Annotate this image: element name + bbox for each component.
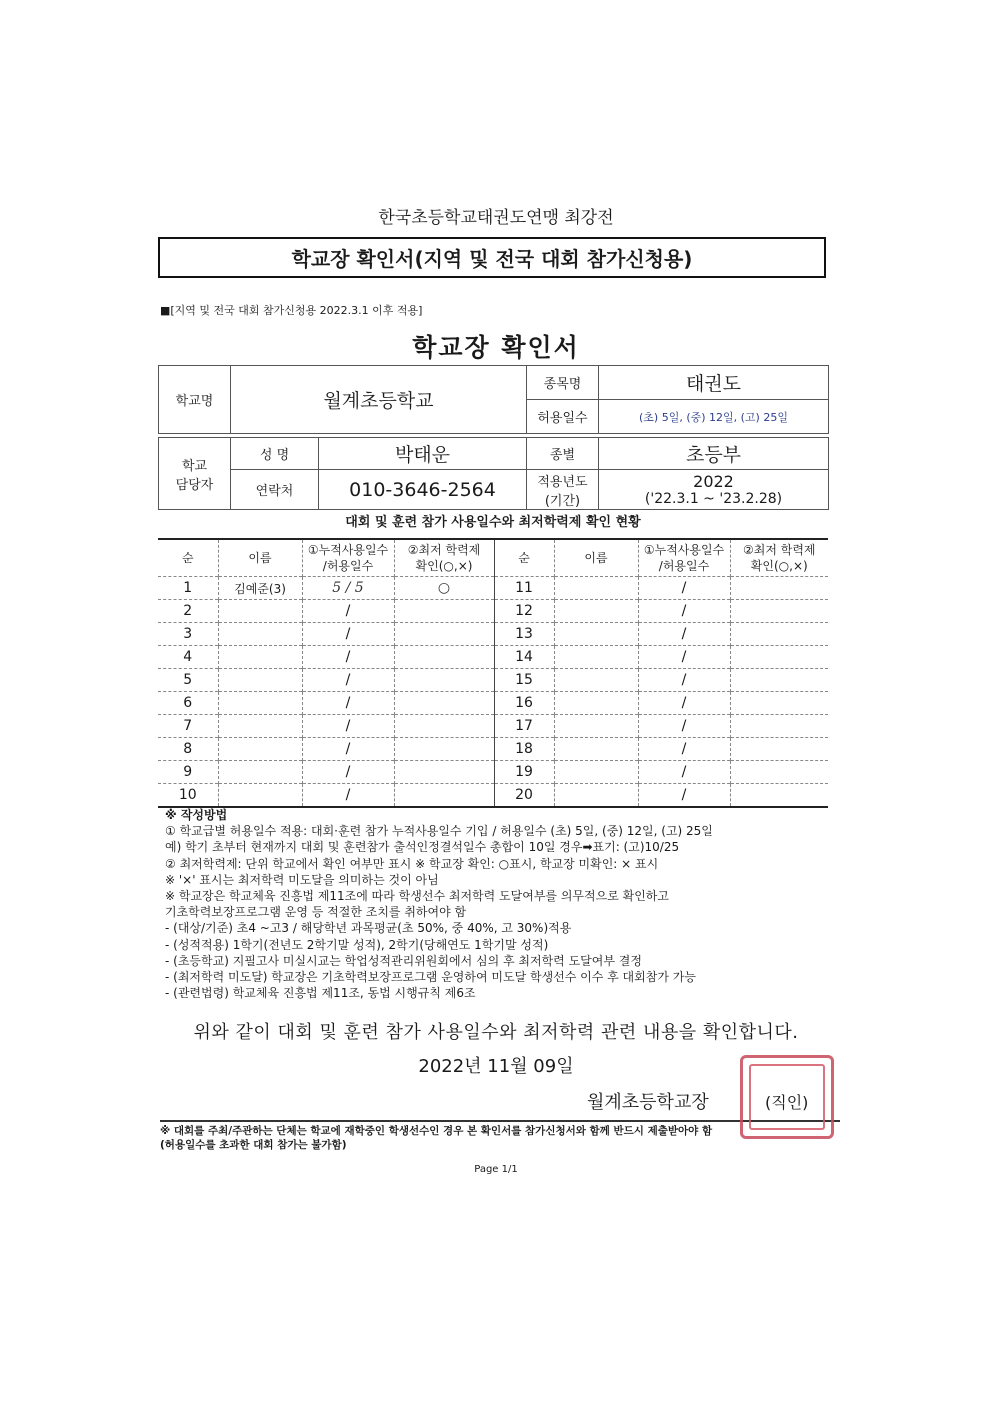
row-no-2: 17 — [494, 715, 554, 738]
row-check-2 — [730, 600, 828, 623]
row-name — [218, 784, 302, 808]
row-check-2 — [730, 623, 828, 646]
manager-label-line1: 학교 — [181, 458, 208, 474]
row-days-2: / — [638, 715, 730, 738]
row-name — [218, 669, 302, 692]
row-no: 3 — [158, 623, 218, 646]
row-name-2 — [554, 692, 638, 715]
col-check-2-line1: ②최저 학력제 — [742, 543, 816, 557]
row-check-2 — [730, 761, 828, 784]
col-days-2 — [638, 539, 730, 577]
row-check — [394, 715, 494, 738]
form-title: 학교장 확인서 — [412, 333, 580, 362]
confirmation-statement: 위와 같이 대회 및 훈련 참가 사용일수와 최저학력 관련 내용을 확인합니다. — [193, 1022, 799, 1043]
school-label: 학교명 — [159, 366, 231, 434]
col-check-line1: ②최저 학력제 — [407, 543, 481, 557]
row-check — [394, 646, 494, 669]
school-value: 월계초등학교 — [231, 366, 527, 434]
row-days-2: / — [638, 646, 730, 669]
row-days: 5 / 5 — [302, 577, 394, 600]
note-line: - (최저학력 미도달) 학교장은 기초학력보장프로그램 운영하여 미도달 학생선수 이수 후 대회참가 가능 — [165, 970, 696, 985]
allowed-value: (초) 5일, (중) 12일, (고) 25일 — [599, 400, 829, 434]
col-days-line1: ①누적사용일수 — [307, 543, 389, 557]
row-name-2 — [554, 761, 638, 784]
col-check-2 — [730, 539, 828, 577]
seal-label: (직인) — [765, 1093, 809, 1112]
row-name — [218, 600, 302, 623]
row-name-2 — [554, 577, 638, 600]
table-row — [158, 577, 828, 600]
row-name — [218, 761, 302, 784]
note-line: ※ '×' 표시는 최저학력 미도달을 의미하는 것이 아님 — [165, 872, 439, 887]
official-seal — [740, 1055, 834, 1139]
year-label-line2: (기간) — [544, 493, 581, 509]
row-days: / — [302, 600, 394, 623]
table-row — [158, 715, 828, 738]
row-days-2: / — [638, 623, 730, 646]
note-line: ※ 작성방법 — [165, 808, 228, 822]
row-no: 5 — [158, 669, 218, 692]
table-row — [158, 738, 828, 761]
row-no: 4 — [158, 646, 218, 669]
instructions — [165, 807, 835, 1001]
year-value: 2022 — [693, 472, 734, 491]
row-no-2: 15 — [494, 669, 554, 692]
row-no: 8 — [158, 738, 218, 761]
row-name — [218, 692, 302, 715]
division-value: 초등부 — [599, 438, 829, 470]
row-days: / — [302, 784, 394, 808]
allowed-label: 허용일수 — [527, 400, 599, 434]
row-check-2 — [730, 669, 828, 692]
info-table — [158, 365, 829, 510]
row-no-2: 11 — [494, 577, 554, 600]
row-name — [218, 623, 302, 646]
row-name-2 — [554, 738, 638, 761]
row-days: / — [302, 623, 394, 646]
period-value: ('22.3.1 ~ '23.2.28) — [644, 491, 783, 507]
row-check-2 — [730, 577, 828, 600]
row-no: 9 — [158, 761, 218, 784]
row-no-2: 18 — [494, 738, 554, 761]
col-name-2: 이름 — [554, 539, 638, 577]
row-check-2 — [730, 646, 828, 669]
table-row — [158, 600, 828, 623]
name-label: 성 명 — [231, 438, 319, 470]
row-no-2: 14 — [494, 646, 554, 669]
col-days-line2: /허용일수 — [322, 559, 374, 573]
note-line: ② 최저학력제: 단위 학교에서 확인 여부만 표시 ※ 학교장 확인: ○표시, 학교장 미확인: × 표시 — [165, 856, 659, 871]
row-check — [394, 600, 494, 623]
table-row — [158, 646, 828, 669]
note-line: 예) 학기 초부터 현재까지 대회 및 훈련참가 출석인정결석일수 총합이 10일 경우➡표기: (고)10/25 — [165, 840, 680, 855]
row-check-2 — [730, 715, 828, 738]
row-no: 10 — [158, 784, 218, 808]
principal-title: 월계초등학교장 — [587, 1092, 709, 1113]
row-check — [394, 761, 494, 784]
row-name-2 — [554, 600, 638, 623]
col-no: 순 — [181, 551, 194, 565]
contact-value: 010-3646-2564 — [319, 470, 527, 510]
row-check — [394, 692, 494, 715]
row-check — [394, 738, 494, 761]
row-name — [218, 646, 302, 669]
year-label — [527, 470, 599, 510]
row-days: / — [302, 692, 394, 715]
sport-label: 종목명 — [527, 366, 599, 400]
document-title: 학교장 확인서(지역 및 전국 대회 참가신청용) — [291, 247, 693, 271]
note-line: - (성적적용) 1학기(전년도 2학기말 성적), 2학기(당해연도 1학기말 성적) — [165, 937, 549, 952]
note-line: - (관련법령) 학교체육 진흥법 제11조, 동법 시행규칙 제6조 — [165, 986, 476, 1001]
list-section-title: 대회 및 훈련 참가 사용일수와 최저학력제 확인 현황 — [345, 515, 641, 530]
row-days-2: / — [638, 577, 730, 600]
row-name — [218, 738, 302, 761]
issue-date: 2022년 11월 09일 — [418, 1056, 574, 1077]
row-days-2: / — [638, 784, 730, 808]
row-days-2: / — [638, 692, 730, 715]
row-no-2: 20 — [494, 784, 554, 808]
note-line: 기초학력보장프로그램 운영 등 적절한 조치를 취하여야 함 — [165, 905, 467, 920]
table-row — [158, 784, 828, 808]
footnote-line2: (허용일수를 초과한 대회 참가는 불가함) — [160, 1139, 347, 1151]
row-days-2: / — [638, 738, 730, 761]
row-check — [394, 784, 494, 808]
division-label: 종별 — [527, 438, 599, 470]
table-row — [158, 692, 828, 715]
row-name-2 — [554, 623, 638, 646]
row-days: / — [302, 761, 394, 784]
row-days-2: / — [638, 761, 730, 784]
row-name — [218, 715, 302, 738]
row-no: 7 — [158, 715, 218, 738]
col-days-2-line1: ①누적사용일수 — [643, 543, 725, 557]
row-days-2: / — [638, 600, 730, 623]
col-days-2-line2: /허용일수 — [658, 559, 710, 573]
row-no-2: 19 — [494, 761, 554, 784]
row-check — [394, 623, 494, 646]
note-line: - (초등학교) 지필고사 미실시교는 학업성적관리위원회에서 심의 후 최저학력 도달여부 결정 — [165, 953, 642, 968]
footnote — [160, 1120, 840, 1152]
col-check-2-line2: 확인(○,×) — [750, 559, 808, 573]
table-row — [158, 623, 828, 646]
notice-text: ■[지역 및 전국 대회 참가신청용 2022.3.1 이후 적용] — [160, 304, 423, 317]
row-name-2 — [554, 669, 638, 692]
col-no-2: 순 — [518, 551, 530, 565]
year-cell — [599, 470, 829, 510]
table-row — [158, 669, 828, 692]
page-number: Page 1/1 — [474, 1164, 518, 1175]
row-check-2 — [730, 692, 828, 715]
note-line: - (대상/기준) 초4 ~고3 / 해당학년 과목평균(초 50%, 중 40%, 고 30%)적용 — [165, 921, 572, 936]
row-name-2 — [554, 646, 638, 669]
row-days-2: / — [638, 669, 730, 692]
note-line: ※ 학교장은 학교체육 진흥법 제11조에 따라 학생선수 최저학력 도달여부를 의무적으로 확인하고 — [165, 889, 669, 904]
name-value: 박태운 — [319, 438, 527, 470]
row-no: 1 — [158, 577, 218, 600]
row-no-2: 12 — [494, 600, 554, 623]
row-name: 김예준(3) — [218, 577, 302, 600]
sport-value: 태권도 — [599, 366, 829, 400]
document-title-box — [158, 237, 826, 278]
row-check — [394, 669, 494, 692]
row-days: / — [302, 715, 394, 738]
col-check — [394, 539, 494, 577]
row-check: ○ — [394, 577, 494, 600]
col-days — [302, 539, 394, 577]
row-days: / — [302, 738, 394, 761]
note-line: ① 학교급별 허용일수 적용: 대회·훈련 참가 누적사용일수 기입 / 허용일수 (초) 5일, (중) 12일, (고) 25일 — [165, 824, 713, 839]
col-name: 이름 — [218, 539, 302, 577]
table-row — [158, 761, 828, 784]
manager-label — [159, 438, 231, 510]
manager-label-line2: 담당자 — [175, 477, 214, 493]
organization-name: 한국초등학교태권도연맹 최강전 — [378, 208, 614, 228]
row-name-2 — [554, 784, 638, 808]
row-no-2: 16 — [494, 692, 554, 715]
participation-table — [158, 538, 828, 808]
row-no: 6 — [158, 692, 218, 715]
row-name-2 — [554, 715, 638, 738]
contact-label: 연락처 — [231, 470, 319, 510]
row-days: / — [302, 669, 394, 692]
row-days: / — [302, 646, 394, 669]
year-label-line1: 적용년도 — [537, 474, 588, 490]
row-check-2 — [730, 784, 828, 808]
col-check-line2: 확인(○,×) — [415, 559, 473, 573]
row-no: 2 — [158, 600, 218, 623]
row-no-2: 13 — [494, 623, 554, 646]
row-check-2 — [730, 738, 828, 761]
footnote-line1: ※ 대회를 주최/주관하는 단체는 학교에 재학중인 학생선수인 경우 본 확인서를 참가신청서와 함께 반드시 제출받아야 함 — [160, 1125, 713, 1137]
